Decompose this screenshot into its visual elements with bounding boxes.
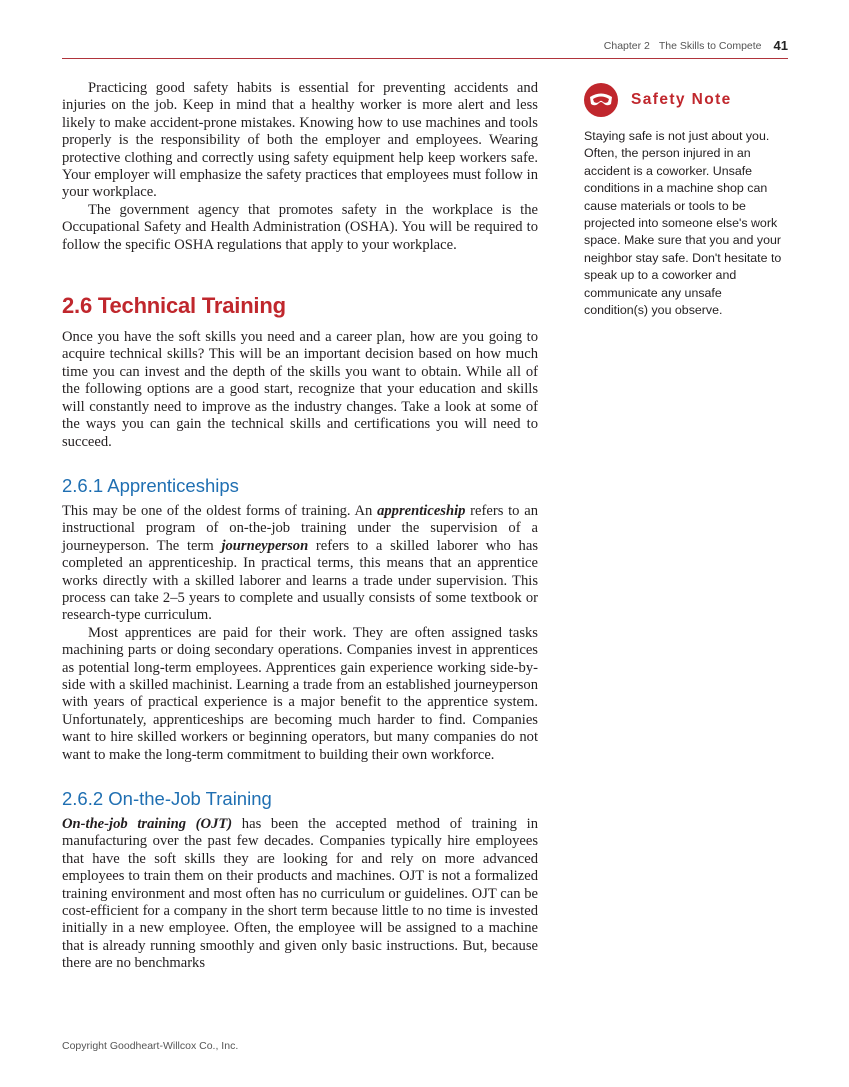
ojt-paragraph [62, 816, 538, 973]
safety-note-header [584, 82, 784, 118]
section-paragraph: Once you have the soft skills you need and a career plan, how are you going to acquire technical skills? This will be an important decision based on how much time you can invest and the depth of the skills you want to obtain. While all of the following options are a good start, recognize that your education and skills will constantly need to improve as the industry changes. Take a look at some of the ways you can gain the technical skills and certifications you will need to succeed. [62, 329, 538, 450]
chapter-number: Chapter 2 [603, 40, 650, 52]
chapter-label [604, 36, 762, 52]
term-ojt: On-the-job training (OJT) [62, 816, 233, 832]
apprenticeships-heading: 2.6.1 Apprenticeships [62, 474, 239, 496]
text-run: This may be one of the oldest forms of training. An [62, 502, 378, 519]
section-heading: 2.6 Technical Training [62, 293, 286, 319]
intro-paragraph-1: Practicing good safety habits is essential for preventing accidents and injuries on the job. Keep in mind that a healthy worker is more alert and less likely to make accident-prone mistakes. Knowing how to use machines and tools properly is the responsibility of both the employer and employees. Wearing protective clothing and correctly using safety equipment help keep workers safe. Your employer will emphasize the safety practices that employees must follow in your workplace. [62, 80, 538, 201]
safety-note-sidebar [584, 82, 784, 319]
safety-note-title: Safety Note [631, 91, 732, 108]
term-apprenticeship: apprenticeship [377, 502, 466, 519]
apprenticeships-paragraph-1 [62, 503, 538, 625]
copyright-footer: Copyright Goodheart-Willcox Co., Inc. [62, 1040, 239, 1052]
text-run: refers to a skilled laborer who has completed an apprenticeship. In practical terms, this means that an apprentice works directly with a skilled laborer and learns a trade under supervision. This process can take 2–5 years to complete and usually consists of some textbook or research-type curriculum. [62, 537, 539, 624]
safety-note-body: Staying safe is not just about you. Often, the person injured in an accident is a coworker. Unsafe conditions in a machine shop can cause materials or tools to be projected into someone else's work space. Make sure that you and your neighbor stay safe. Don't hesitate to speak up to a coworker and communicate any unsafe condition(s) you observe. [584, 129, 782, 318]
running-head [62, 36, 788, 59]
safety-goggles-icon [584, 83, 618, 117]
goggles-graphic [588, 91, 614, 109]
text-run: refers to an instructional program of on-the-job training under the supervision of a journeyperson. The term [62, 502, 538, 554]
apprenticeships-paragraph-2: Most apprentices are paid for their work. They are often assigned tasks machining parts or doing secondary operations. Companies invest in apprentices as potential long-term employees. Apprentices gain experience working side-by-side with a skilled machinist. Learning a trade from an established journeyperson with years of practical experience is a major benefit to the apprentice system. Unfortunately, apprenticeships are becoming much harder to find. Companies want to hire skilled workers or beginning operators, but many companies do not want to make the long-term commitment to building their own workforce. [62, 624, 538, 763]
page-number: 41 [773, 38, 788, 53]
main-column [62, 80, 538, 973]
ojt-heading: 2.6.2 On-the-Job Training [62, 788, 272, 809]
text-run: has been the accepted method of training in manufacturing over the past few decades. Companies typically hire employees that have the soft skills they are looking for and rely on more advanced employees to train them on their products and machines. OJT is not a formalized training environment and most often has no curriculum or guidelines. OJT can be cost-efficient for a company in the short term because little to no time is invested initially in a new employee. Often, the employee will be assigned to a machine that is already running smoothly and given only basic instructions. But, because there are no benchmarks [62, 816, 538, 972]
chapter-title: The Skills to Compete [658, 40, 762, 52]
intro-paragraph-2: The government agency that promotes safety in the workplace is the Occupational Safety and Health Administration (OSHA). You will be required to follow the specific OSHA regulations that apply to your workplace. [62, 201, 538, 253]
term-journeyperson: journeyperson [221, 537, 309, 554]
